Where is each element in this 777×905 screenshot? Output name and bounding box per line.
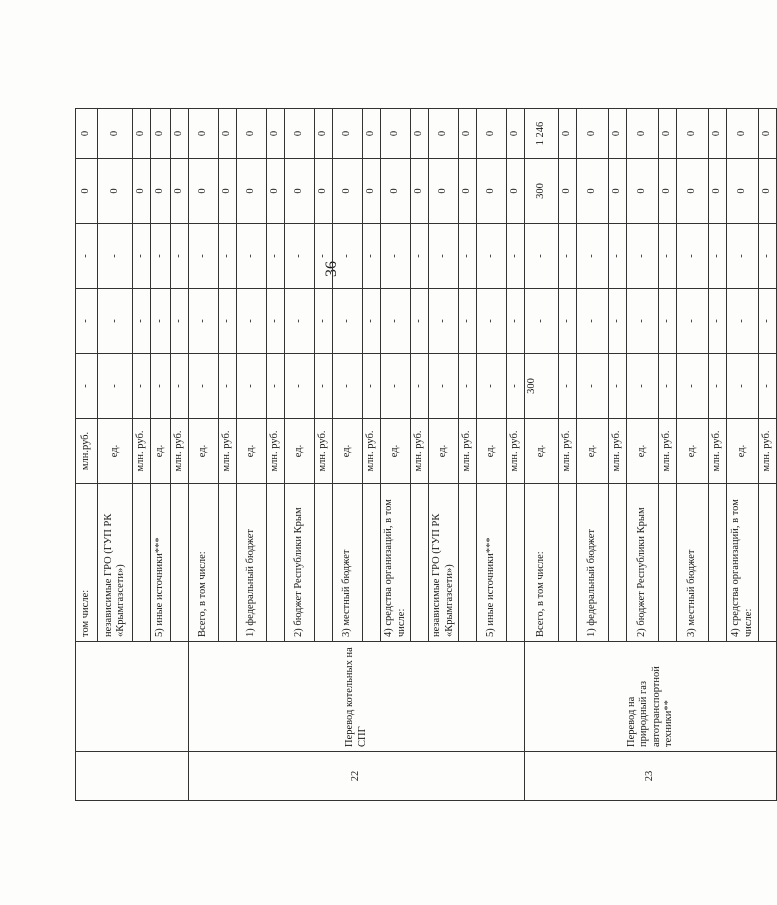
value-col-4: 300 (525, 159, 559, 224)
value-col-3: - (333, 224, 363, 289)
source-cell (315, 484, 333, 642)
value-col-4: 0 (285, 159, 315, 224)
value-col-1: - (559, 354, 577, 419)
value-col-2: - (381, 289, 411, 354)
value-col-3: - (189, 224, 219, 289)
value-col-5: 0 (363, 109, 381, 159)
value-col-1: - (133, 354, 151, 419)
source-cell: 5) иные источники*** (151, 484, 171, 642)
value-col-3: - (609, 224, 627, 289)
value-col-2: - (727, 289, 759, 354)
event-name-cell: Перевод на природный газ автотранспортной техники** (525, 642, 777, 752)
value-col-5: 0 (76, 109, 98, 159)
value-col-3: - (237, 224, 267, 289)
value-col-5: 0 (133, 109, 151, 159)
source-cell: Всего, в том числе: (525, 484, 559, 642)
value-col-3: - (525, 224, 559, 289)
source-cell: независимые ГРО (ГУП РК «Крымгазсети») (429, 484, 459, 642)
value-col-3: - (171, 224, 189, 289)
value-col-2: - (609, 289, 627, 354)
value-col-2: - (237, 289, 267, 354)
value-col-2: - (525, 289, 559, 354)
value-col-2: - (363, 289, 381, 354)
value-col-5: 0 (267, 109, 285, 159)
value-col-1: - (727, 354, 759, 419)
unit-cell: млн. руб. (507, 419, 525, 484)
value-col-5: 0 (171, 109, 189, 159)
value-col-4: 0 (333, 159, 363, 224)
value-col-1: - (381, 354, 411, 419)
value-col-5: 0 (477, 109, 507, 159)
value-col-1: - (98, 354, 133, 419)
value-col-3: - (315, 224, 333, 289)
unit-cell: ед. (525, 419, 559, 484)
value-col-5: 0 (609, 109, 627, 159)
unit-cell: ед. (477, 419, 507, 484)
value-col-5: 0 (759, 109, 777, 159)
value-col-4: 0 (609, 159, 627, 224)
value-col-3: - (98, 224, 133, 289)
unit-cell: млн. руб. (171, 419, 189, 484)
value-col-2: - (459, 289, 477, 354)
value-col-5: 0 (709, 109, 727, 159)
value-col-4: 0 (237, 159, 267, 224)
value-col-1: - (459, 354, 477, 419)
source-cell (133, 484, 151, 642)
value-col-5: 0 (577, 109, 609, 159)
unit-cell: млн. руб. (709, 419, 727, 484)
source-cell (709, 484, 727, 642)
source-cell (219, 484, 237, 642)
value-col-1: - (507, 354, 525, 419)
unit-cell: млн. руб. (411, 419, 429, 484)
value-col-3: - (219, 224, 237, 289)
value-col-5: 0 (151, 109, 171, 159)
value-col-1: - (627, 354, 659, 419)
source-cell (267, 484, 285, 642)
source-cell (363, 484, 381, 642)
unit-cell: ед. (627, 419, 659, 484)
value-col-1: - (411, 354, 429, 419)
unit-cell: ед. (237, 419, 267, 484)
value-col-4: 0 (507, 159, 525, 224)
value-col-4: 0 (459, 159, 477, 224)
value-col-1: - (315, 354, 333, 419)
value-col-2: - (151, 289, 171, 354)
value-col-2: - (429, 289, 459, 354)
value-col-5: 0 (333, 109, 363, 159)
value-col-4: 0 (411, 159, 429, 224)
value-col-2: - (477, 289, 507, 354)
value-col-3: - (709, 224, 727, 289)
value-col-5: 0 (237, 109, 267, 159)
source-cell: 3) местный бюджет (677, 484, 709, 642)
value-col-1: - (363, 354, 381, 419)
value-col-4: 0 (219, 159, 237, 224)
source-cell: 2) бюджет Республики Крым (627, 484, 659, 642)
page-number: 36 (323, 261, 340, 277)
value-col-5: 0 (411, 109, 429, 159)
unit-cell: ед. (285, 419, 315, 484)
value-col-2: - (315, 289, 333, 354)
unit-cell: ед. (98, 419, 133, 484)
value-col-5: 0 (219, 109, 237, 159)
value-col-4: 0 (189, 159, 219, 224)
value-col-3: - (76, 224, 98, 289)
unit-cell: млн. руб. (267, 419, 285, 484)
value-col-4: 0 (363, 159, 381, 224)
value-col-1: - (677, 354, 709, 419)
source-cell (609, 484, 627, 642)
value-col-1: - (151, 354, 171, 419)
value-col-1: - (189, 354, 219, 419)
source-cell: 1) федеральный бюджет (577, 484, 609, 642)
row-number-cell (76, 752, 189, 801)
value-col-4: 0 (171, 159, 189, 224)
value-col-3: - (677, 224, 709, 289)
program-table (75, 108, 777, 801)
value-col-5: 0 (677, 109, 709, 159)
value-col-2: - (577, 289, 609, 354)
unit-cell: млн. руб. (363, 419, 381, 484)
value-col-4: 0 (315, 159, 333, 224)
value-col-3: - (363, 224, 381, 289)
value-col-2: - (133, 289, 151, 354)
value-col-2: - (559, 289, 577, 354)
unit-cell: млн. руб. (219, 419, 237, 484)
value-col-1: 300 (525, 354, 559, 419)
value-col-1: - (709, 354, 727, 419)
source-cell (659, 484, 677, 642)
event-name-cell (76, 642, 189, 752)
value-col-4: 0 (759, 159, 777, 224)
unit-cell: ед. (381, 419, 411, 484)
value-col-5: 0 (727, 109, 759, 159)
unit-cell: ед. (429, 419, 459, 484)
table-row (76, 109, 98, 801)
value-col-4: 0 (709, 159, 727, 224)
source-cell (559, 484, 577, 642)
value-col-5: 0 (559, 109, 577, 159)
value-col-1: - (237, 354, 267, 419)
value-col-2: - (411, 289, 429, 354)
table-row (525, 109, 559, 801)
unit-cell: ед. (727, 419, 759, 484)
value-col-3: - (285, 224, 315, 289)
value-col-4: 0 (627, 159, 659, 224)
value-col-1: - (219, 354, 237, 419)
value-col-4: 0 (659, 159, 677, 224)
value-col-4: 0 (477, 159, 507, 224)
unit-cell: млн. руб. (459, 419, 477, 484)
source-cell (411, 484, 429, 642)
value-col-1: - (659, 354, 677, 419)
value-col-2: - (659, 289, 677, 354)
value-col-4: 0 (98, 159, 133, 224)
unit-cell: млн. руб. (315, 419, 333, 484)
row-number-cell: 22 (189, 752, 525, 801)
unit-cell: ед. (677, 419, 709, 484)
value-col-5: 0 (659, 109, 677, 159)
value-col-4: 0 (677, 159, 709, 224)
value-col-4: 0 (577, 159, 609, 224)
value-col-3: - (411, 224, 429, 289)
value-col-4: 0 (151, 159, 171, 224)
value-col-4: 0 (76, 159, 98, 224)
value-col-2: - (189, 289, 219, 354)
value-col-4: 0 (381, 159, 411, 224)
value-col-3: - (659, 224, 677, 289)
value-col-5: 0 (459, 109, 477, 159)
source-cell: 4) средства организаций, в том числе: (381, 484, 411, 642)
source-cell: Всего, в том числе: (189, 484, 219, 642)
value-col-3: - (727, 224, 759, 289)
unit-cell: млн. руб. (609, 419, 627, 484)
source-cell: 4) средства организаций, в том числе: (727, 484, 759, 642)
value-col-2: - (98, 289, 133, 354)
value-col-4: 0 (133, 159, 151, 224)
unit-cell: ед. (577, 419, 609, 484)
value-col-4: 0 (727, 159, 759, 224)
source-cell: 1) федеральный бюджет (237, 484, 267, 642)
value-col-3: - (151, 224, 171, 289)
row-number-cell: 23 (525, 752, 777, 801)
source-cell (459, 484, 477, 642)
value-col-3: - (429, 224, 459, 289)
value-col-2: - (333, 289, 363, 354)
value-col-1: - (171, 354, 189, 419)
value-col-1: - (577, 354, 609, 419)
unit-cell: млн. руб. (559, 419, 577, 484)
value-col-1: - (477, 354, 507, 419)
value-col-5: 0 (285, 109, 315, 159)
source-cell: том числе: (76, 484, 98, 642)
value-col-3: - (577, 224, 609, 289)
value-col-3: - (627, 224, 659, 289)
unit-cell: ед. (189, 419, 219, 484)
value-col-4: 0 (429, 159, 459, 224)
source-cell: 3) местный бюджет (333, 484, 363, 642)
value-col-2: - (76, 289, 98, 354)
source-cell (507, 484, 525, 642)
value-col-3: - (133, 224, 151, 289)
value-col-2: - (677, 289, 709, 354)
table-row (189, 109, 219, 801)
value-col-3: - (477, 224, 507, 289)
value-col-5: 0 (507, 109, 525, 159)
value-col-5: 0 (429, 109, 459, 159)
value-col-5: 0 (189, 109, 219, 159)
unit-cell: млн. руб. (659, 419, 677, 484)
value-col-1: - (609, 354, 627, 419)
value-col-2: - (171, 289, 189, 354)
value-col-5: 1 246 (525, 109, 559, 159)
value-col-2: - (507, 289, 525, 354)
source-cell (171, 484, 189, 642)
unit-cell: ед. (151, 419, 171, 484)
value-col-3: - (559, 224, 577, 289)
value-col-1: - (333, 354, 363, 419)
unit-cell: млн.руб. (76, 419, 98, 484)
value-col-1: - (267, 354, 285, 419)
value-col-2: - (627, 289, 659, 354)
unit-cell: млн. руб. (759, 419, 777, 484)
unit-cell: ед. (333, 419, 363, 484)
value-col-2: - (267, 289, 285, 354)
value-col-4: 0 (267, 159, 285, 224)
unit-cell: млн. руб. (133, 419, 151, 484)
event-name-cell: Перевод котельных на СПГ (189, 642, 525, 752)
value-col-2: - (759, 289, 777, 354)
value-col-1: - (759, 354, 777, 419)
value-col-1: - (429, 354, 459, 419)
value-col-5: 0 (627, 109, 659, 159)
source-cell: 5) иные источники*** (477, 484, 507, 642)
value-col-3: - (459, 224, 477, 289)
value-col-2: - (709, 289, 727, 354)
value-col-4: 0 (559, 159, 577, 224)
value-col-1: - (285, 354, 315, 419)
value-col-2: - (285, 289, 315, 354)
source-cell: независимые ГРО (ГУП РК «Крымгазсети») (98, 484, 133, 642)
value-col-3: - (267, 224, 285, 289)
source-cell: 2) бюджет Республики Крым (285, 484, 315, 642)
value-col-5: 0 (381, 109, 411, 159)
value-col-2: - (219, 289, 237, 354)
value-col-3: - (759, 224, 777, 289)
value-col-3: - (507, 224, 525, 289)
value-col-3: - (381, 224, 411, 289)
value-col-5: 0 (98, 109, 133, 159)
source-cell (759, 484, 777, 642)
value-col-5: 0 (315, 109, 333, 159)
value-col-1: - (76, 354, 98, 419)
